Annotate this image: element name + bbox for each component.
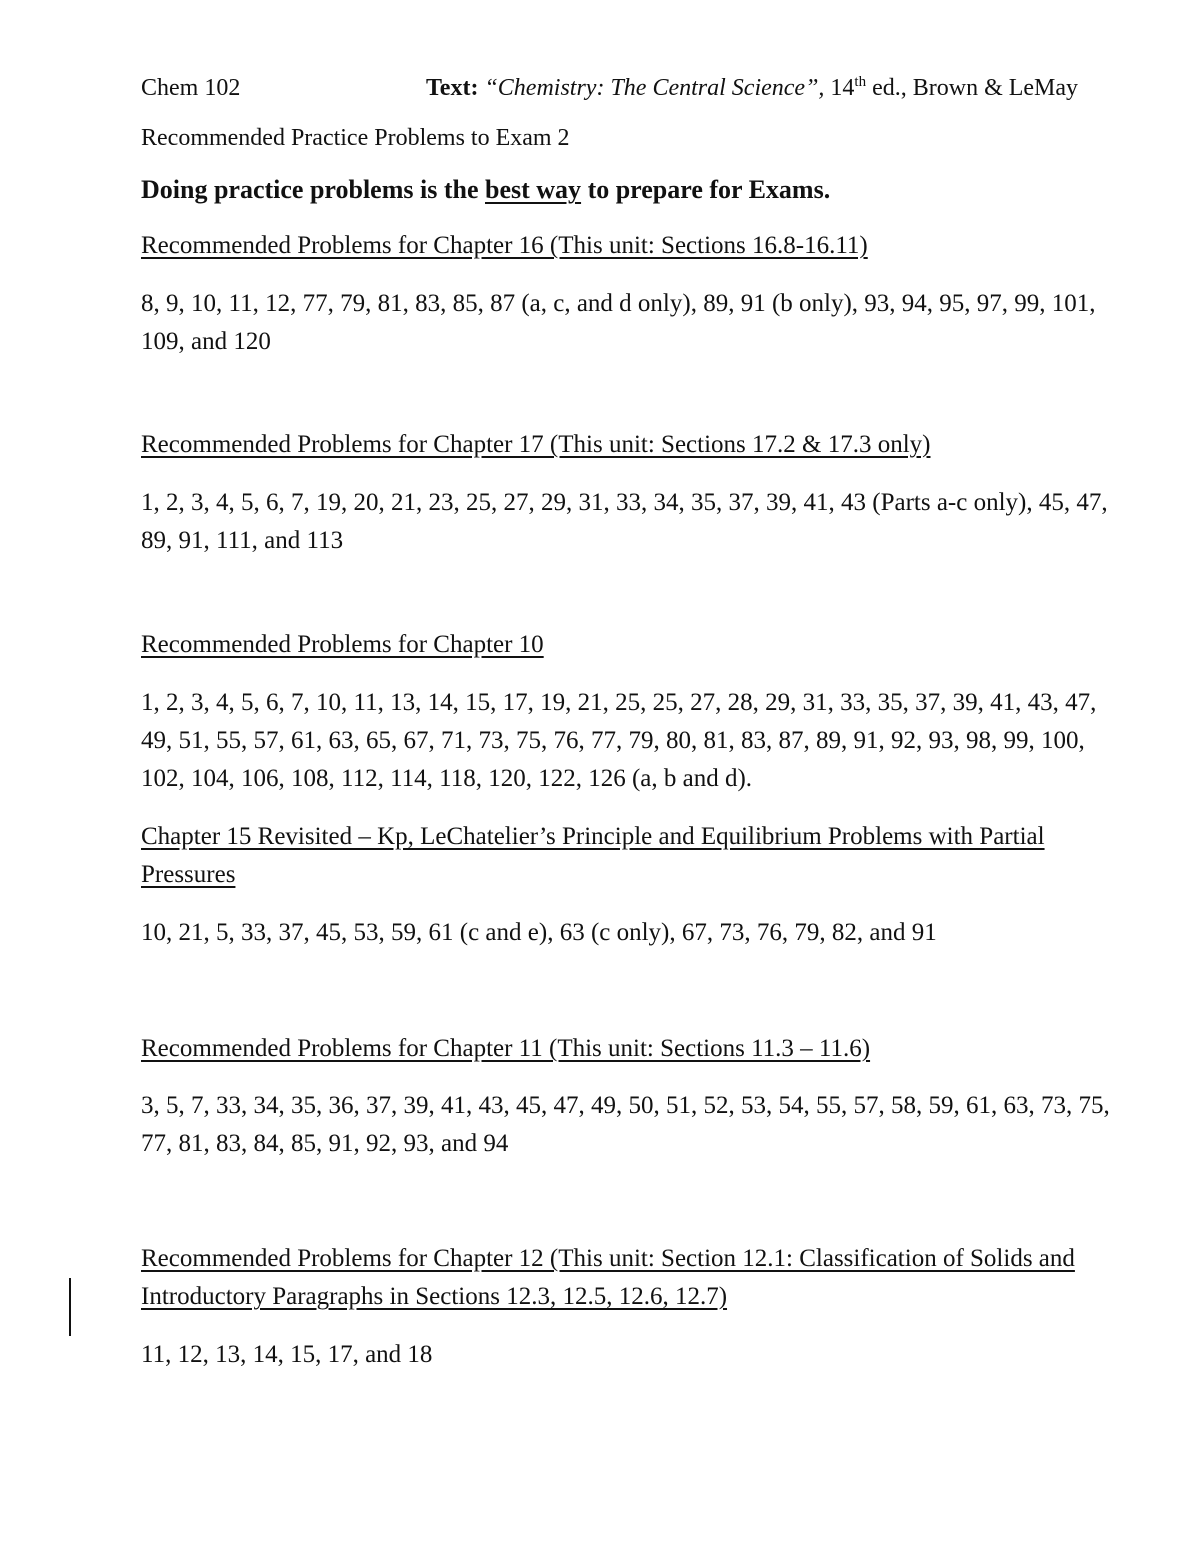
section-heading-chapter-11: Recommended Problems for Chapter 11 (This unit: Sections 11.3 – 11.6): [141, 1035, 871, 1062]
problem-list-chapter-17: 1, 2, 3, 4, 5, 6, 7, 19, 20, 21, 23, 25, 27, 29, 31, 33, 34, 35, 37, 39, 41, 43 (Parts a-c only), 45, 47, 89, 91, 111, and 113: [141, 489, 1108, 554]
section-heading-chapter-15: Chapter 15 Revisited – Kp, LeChatelier’s Principle and Equilibrium Problems with Partial Pressures: [141, 823, 1045, 888]
edition-authors: ed., Brown & LeMay: [866, 75, 1079, 101]
section-heading-chapter-16: Recommended Problems for Chapter 16 (This unit: Sections 16.8-16.11): [141, 232, 868, 259]
course-name: Chem 102: [141, 75, 241, 101]
emphasis-after: to prepare for Exams.: [581, 175, 831, 204]
textbook-title: “Chemistry: The Central Science”,: [484, 75, 825, 101]
text-cursor: [69, 1278, 71, 1336]
problem-list-chapter-12: 11, 12, 13, 14, 15, 17, and 18: [141, 1341, 433, 1368]
problem-list-chapter-11: 3, 5, 7, 33, 34, 35, 36, 37, 39, 41, 43, 45, 47, 49, 50, 51, 52, 53, 54, 55, 57, 58, 59, 61, 63, 73, 75, 77, 81, 83, 84, 85, 91, 92, 93, and 94: [141, 1092, 1110, 1157]
text-label: Text:: [426, 75, 479, 101]
problem-list-chapter-15: 10, 21, 5, 33, 37, 45, 53, 59, 61 (c and e), 63 (c only), 67, 73, 76, 79, 82, and 91: [141, 919, 937, 946]
problem-list-chapter-16: 8, 9, 10, 11, 12, 77, 79, 81, 83, 85, 87 (a, c, and d only), 89, 91 (b only), 93, 94, 95, 97, 99, 101, 109, and 120: [141, 290, 1096, 355]
document-subtitle: Recommended Practice Problems to Exam 2: [141, 125, 570, 151]
textbook-reference: [426, 69, 1078, 107]
problem-list-chapter-10: 1, 2, 3, 4, 5, 6, 7, 10, 11, 13, 14, 15, 17, 19, 21, 25, 25, 27, 28, 29, 31, 33, 35, 37, 39, 41, 43, 47, 49, 51, 55, 57, 61, 63, 65, 67, 71, 73, 75, 76, 77, 79, 80, 81, 83, 87, 89, 91, 92, 93, 98, 99, 100, 102, 104, 106, 108, 112, 114, 118, 120, 122, 126 (a, b and d).: [141, 689, 1097, 792]
emphasis-line: [141, 171, 830, 209]
section-heading-chapter-12: Recommended Problems for Chapter 12 (This unit: Section 12.1: Classification of Solids and Introductory Paragraphs in Sections 12.3, 12.5, 12.6, 12.7): [141, 1245, 1075, 1310]
emphasis-before: Doing practice problems is the: [141, 175, 485, 204]
emphasis-underlined: best way: [485, 175, 582, 204]
edition-number: 14: [824, 75, 855, 101]
edition-suffix: th: [854, 74, 867, 90]
section-heading-chapter-17: Recommended Problems for Chapter 17 (This unit: Sections 17.2 & 17.3 only): [141, 431, 931, 458]
section-heading-chapter-10: Recommended Problems for Chapter 10: [141, 631, 544, 658]
